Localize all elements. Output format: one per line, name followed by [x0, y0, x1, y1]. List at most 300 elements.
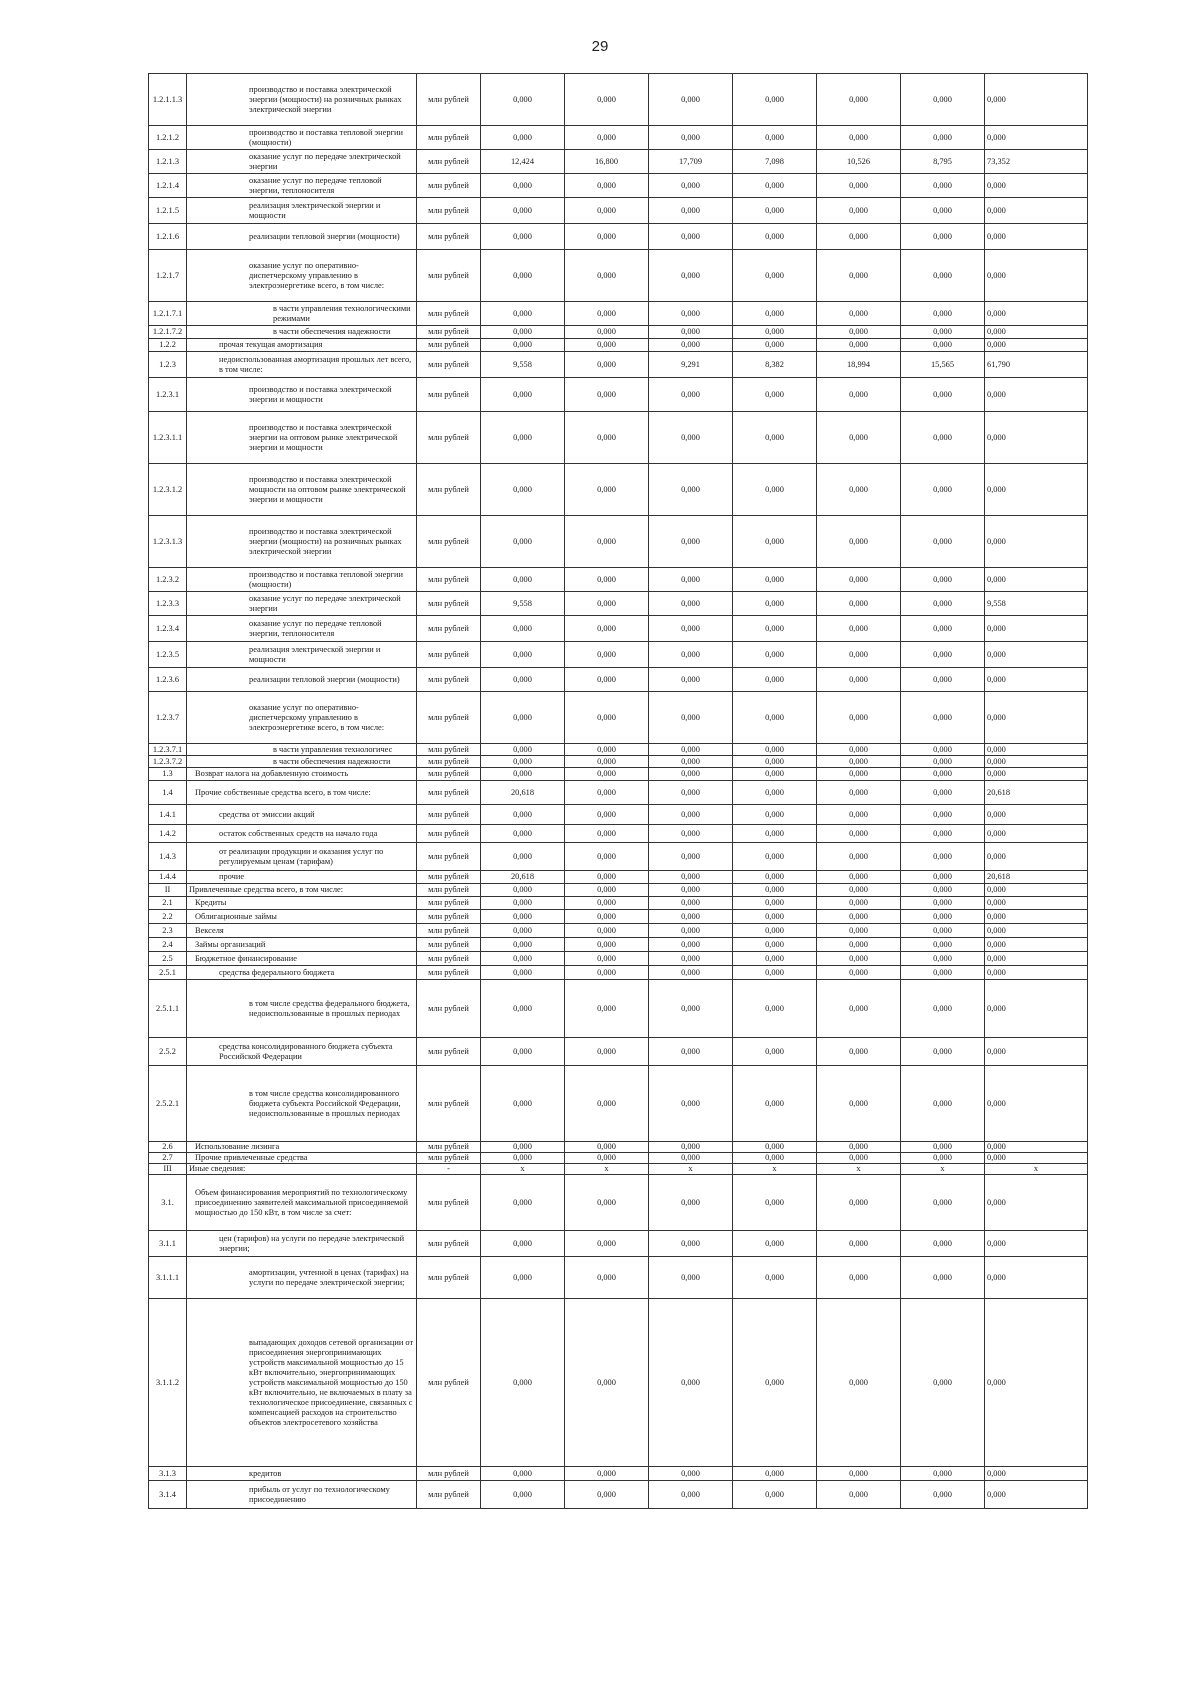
row-unit-cell: млн рублей [417, 378, 481, 412]
row-code-cell: 1.2.3.3 [149, 592, 187, 616]
row-value-cell: 0,000 [565, 516, 649, 568]
row-value-cell: 0,000 [901, 871, 985, 884]
row-code-cell: 2.5.2.1 [149, 1066, 187, 1142]
row-value-cell: 0,000 [733, 1231, 817, 1257]
row-value-cell: 0,000 [649, 224, 733, 250]
row-value-cell: 0,000 [985, 966, 1088, 980]
row-unit-cell: млн рублей [417, 768, 481, 781]
row-value-cell: 0,000 [649, 1257, 733, 1299]
row-value-cell: 0,000 [817, 1066, 901, 1142]
table-row [149, 198, 1088, 224]
row-value-cell: 0,000 [733, 592, 817, 616]
row-value-cell: 0,000 [901, 1153, 985, 1164]
row-value-cell: 0,000 [817, 897, 901, 910]
row-code-cell: 1.2.2 [149, 339, 187, 352]
row-value-cell: 0,000 [901, 924, 985, 938]
table-row [149, 980, 1088, 1038]
row-value-cell: 0,000 [985, 897, 1088, 910]
row-value-cell: x [985, 1164, 1088, 1175]
table-row [149, 1066, 1088, 1142]
row-value-cell: 0,000 [481, 756, 565, 768]
table-row [149, 781, 1088, 805]
row-value-cell: 0,000 [817, 1481, 901, 1509]
row-value-cell: 0,000 [817, 378, 901, 412]
table-row [149, 884, 1088, 897]
table-row [149, 464, 1088, 516]
row-name-cell: недоиспользованная амортизация прошлых лет всего, в том числе: [187, 352, 417, 378]
row-value-cell: 0,000 [901, 897, 985, 910]
row-code-cell: 3.1.1 [149, 1231, 187, 1257]
table-row [149, 805, 1088, 825]
row-value-cell: 0,000 [565, 616, 649, 642]
row-value-cell: 20,618 [985, 781, 1088, 805]
row-value-cell: 0,000 [985, 668, 1088, 692]
row-code-cell: 1.4.2 [149, 825, 187, 843]
row-name-cell: Кредиты [187, 897, 417, 910]
row-value-cell: 0,000 [733, 884, 817, 897]
table-row [149, 756, 1088, 768]
row-name-cell: Векселя [187, 924, 417, 938]
row-value-cell: 0,000 [649, 805, 733, 825]
row-value-cell: 8,382 [733, 352, 817, 378]
row-unit-cell: млн рублей [417, 744, 481, 756]
row-value-cell: 0,000 [565, 897, 649, 910]
row-unit-cell: млн рублей [417, 781, 481, 805]
row-value-cell: 0,000 [481, 1066, 565, 1142]
row-value-cell: 0,000 [733, 198, 817, 224]
row-name-cell: Прочие привлеченные средства [187, 1153, 417, 1164]
row-name-cell: реализация электрической энергии и мощности [187, 198, 417, 224]
row-value-cell: 0,000 [901, 768, 985, 781]
row-value-cell: 0,000 [901, 692, 985, 744]
row-value-cell: 0,000 [565, 781, 649, 805]
row-value-cell: 0,000 [481, 642, 565, 668]
row-value-cell: 0,000 [481, 910, 565, 924]
row-value-cell: 0,000 [901, 884, 985, 897]
table-row [149, 952, 1088, 966]
row-value-cell: 0,000 [733, 412, 817, 464]
row-value-cell: 0,000 [733, 692, 817, 744]
row-value-cell: 0,000 [565, 871, 649, 884]
row-value-cell: 0,000 [985, 825, 1088, 843]
table-row [149, 768, 1088, 781]
row-unit-cell: млн рублей [417, 592, 481, 616]
row-value-cell: 0,000 [649, 74, 733, 126]
row-value-cell: 0,000 [817, 568, 901, 592]
row-value-cell: 0,000 [985, 952, 1088, 966]
table-row [149, 378, 1088, 412]
row-value-cell: 0,000 [901, 339, 985, 352]
row-name-cell: Объем финансирования мероприятий по технологическому присоединению заявителей максимальной присоединяемой мощностью до 150 кВт, в том числе за счет: [187, 1175, 417, 1231]
row-value-cell: 0,000 [985, 1175, 1088, 1231]
row-value-cell: 0,000 [733, 952, 817, 966]
row-value-cell: 0,000 [985, 756, 1088, 768]
row-code-cell: 1.4.4 [149, 871, 187, 884]
row-code-cell: 1.2.3 [149, 352, 187, 378]
row-value-cell: 0,000 [901, 744, 985, 756]
row-value-cell: 0,000 [565, 1142, 649, 1153]
row-value-cell: 0,000 [565, 642, 649, 668]
row-value-cell: 0,000 [901, 952, 985, 966]
row-name-cell: Прочие собственные средства всего, в том числе: [187, 781, 417, 805]
row-unit-cell: млн рублей [417, 516, 481, 568]
row-value-cell: 0,000 [985, 302, 1088, 326]
row-value-cell: 0,000 [733, 174, 817, 198]
row-value-cell: 0,000 [817, 516, 901, 568]
row-value-cell: 0,000 [481, 897, 565, 910]
row-value-cell: 0,000 [733, 126, 817, 150]
row-name-cell: Привлеченные средства всего, в том числе: [187, 884, 417, 897]
row-value-cell: 0,000 [565, 756, 649, 768]
row-name-cell: производство и поставка электрической энергии (мощности) на розничных рынках электрической энергии [187, 516, 417, 568]
row-value-cell: 0,000 [565, 74, 649, 126]
row-value-cell: 0,000 [649, 781, 733, 805]
row-value-cell: x [481, 1164, 565, 1175]
row-unit-cell: млн рублей [417, 692, 481, 744]
row-value-cell: 0,000 [565, 966, 649, 980]
row-value-cell: 0,000 [817, 756, 901, 768]
table-row [149, 668, 1088, 692]
row-name-cell: средства федерального бюджета [187, 966, 417, 980]
row-value-cell: 20,618 [481, 781, 565, 805]
row-value-cell: 0,000 [565, 568, 649, 592]
row-value-cell: 0,000 [481, 302, 565, 326]
row-value-cell: 0,000 [649, 1142, 733, 1153]
row-name-cell: Использование лизинга [187, 1142, 417, 1153]
row-name-cell: прочая текущая амортизация [187, 339, 417, 352]
row-value-cell: 0,000 [649, 1481, 733, 1509]
row-unit-cell: млн рублей [417, 1175, 481, 1231]
row-value-cell: 0,000 [481, 952, 565, 966]
row-value-cell: 0,000 [649, 250, 733, 302]
row-value-cell: 0,000 [733, 668, 817, 692]
row-value-cell: 12,424 [481, 150, 565, 174]
row-value-cell: 0,000 [565, 126, 649, 150]
row-value-cell: 0,000 [733, 843, 817, 871]
row-value-cell: 0,000 [817, 843, 901, 871]
row-value-cell: 0,000 [901, 910, 985, 924]
row-name-cell: производство и поставка тепловой энергии (мощности) [187, 568, 417, 592]
row-value-cell: 0,000 [481, 692, 565, 744]
row-value-cell: 0,000 [481, 616, 565, 642]
row-value-cell: 0,000 [481, 924, 565, 938]
row-name-cell: Займы организаций [187, 938, 417, 952]
row-code-cell: 1.2.1.7.1 [149, 302, 187, 326]
table-row [149, 326, 1088, 339]
row-value-cell: 9,558 [985, 592, 1088, 616]
row-unit-cell: млн рублей [417, 871, 481, 884]
table-row [149, 412, 1088, 464]
row-value-cell: 0,000 [733, 1142, 817, 1153]
row-value-cell: 0,000 [733, 1257, 817, 1299]
row-code-cell: 1.2.3.1.2 [149, 464, 187, 516]
row-code-cell: 2.7 [149, 1153, 187, 1164]
row-value-cell: 0,000 [985, 768, 1088, 781]
row-name-cell: оказание услуг по оперативно-диспетчерскому управлению в электроэнергетике всего, в том числе: [187, 692, 417, 744]
row-unit-cell: млн рублей [417, 198, 481, 224]
row-value-cell: 0,000 [901, 174, 985, 198]
row-value-cell: 0,000 [985, 1066, 1088, 1142]
row-code-cell: 1.2.3.6 [149, 668, 187, 692]
table-row [149, 1153, 1088, 1164]
row-unit-cell: млн рублей [417, 980, 481, 1038]
row-value-cell: 0,000 [565, 1257, 649, 1299]
row-value-cell: 0,000 [817, 980, 901, 1038]
row-value-cell: 0,000 [901, 1231, 985, 1257]
row-code-cell: 2.6 [149, 1142, 187, 1153]
row-value-cell: 0,000 [649, 592, 733, 616]
row-value-cell: 0,000 [481, 1231, 565, 1257]
row-value-cell: 0,000 [901, 592, 985, 616]
row-value-cell: 0,000 [733, 744, 817, 756]
row-value-cell: 0,000 [649, 871, 733, 884]
row-value-cell: 0,000 [985, 516, 1088, 568]
row-value-cell: 0,000 [649, 756, 733, 768]
row-value-cell: 0,000 [901, 464, 985, 516]
table-row [149, 871, 1088, 884]
row-value-cell: 0,000 [565, 592, 649, 616]
row-code-cell: 2.1 [149, 897, 187, 910]
row-value-cell: 0,000 [481, 1142, 565, 1153]
row-name-cell: в части управления технологическими режимами [187, 302, 417, 326]
row-code-cell: 3.1.1.2 [149, 1299, 187, 1467]
row-value-cell: 0,000 [565, 1175, 649, 1231]
row-value-cell: 0,000 [481, 74, 565, 126]
row-value-cell: 0,000 [565, 174, 649, 198]
row-value-cell: 0,000 [733, 302, 817, 326]
row-unit-cell: млн рублей [417, 174, 481, 198]
row-value-cell: 0,000 [481, 1481, 565, 1509]
row-value-cell: 0,000 [817, 871, 901, 884]
row-name-cell: производство и поставка электрической энергии (мощности) на розничных рынках электрической энергии [187, 74, 417, 126]
row-value-cell: 0,000 [565, 1481, 649, 1509]
row-value-cell: 0,000 [985, 1467, 1088, 1481]
table-row [149, 966, 1088, 980]
row-code-cell: 1.2.3.5 [149, 642, 187, 668]
row-value-cell: 0,000 [649, 843, 733, 871]
row-value-cell: x [817, 1164, 901, 1175]
row-unit-cell: млн рублей [417, 910, 481, 924]
row-value-cell: 0,000 [901, 568, 985, 592]
row-value-cell: 0,000 [733, 980, 817, 1038]
table-row [149, 516, 1088, 568]
row-value-cell: 0,000 [733, 825, 817, 843]
row-value-cell: 0,000 [817, 1231, 901, 1257]
row-value-cell: 0,000 [481, 1153, 565, 1164]
row-code-cell: 2.5.2 [149, 1038, 187, 1066]
row-value-cell: 0,000 [733, 616, 817, 642]
row-value-cell: 0,000 [985, 884, 1088, 897]
row-value-cell: 0,000 [817, 224, 901, 250]
row-value-cell: 0,000 [649, 1299, 733, 1467]
row-value-cell: 0,000 [901, 250, 985, 302]
table-row [149, 302, 1088, 326]
row-value-cell: 0,000 [901, 326, 985, 339]
row-value-cell: 0,000 [481, 825, 565, 843]
row-value-cell: 0,000 [481, 568, 565, 592]
row-value-cell: 0,000 [481, 1299, 565, 1467]
row-code-cell: 1.2.1.6 [149, 224, 187, 250]
row-unit-cell: млн рублей [417, 897, 481, 910]
row-code-cell: 1.2.1.7.2 [149, 326, 187, 339]
row-value-cell: 0,000 [481, 966, 565, 980]
row-value-cell: 0,000 [481, 744, 565, 756]
row-unit-cell: млн рублей [417, 224, 481, 250]
row-value-cell: 0,000 [649, 198, 733, 224]
row-value-cell: 8,795 [901, 150, 985, 174]
row-code-cell: 1.2.3.4 [149, 616, 187, 642]
table-row [149, 250, 1088, 302]
row-value-cell: 0,000 [481, 339, 565, 352]
row-value-cell: 0,000 [565, 250, 649, 302]
row-unit-cell: млн рублей [417, 326, 481, 339]
row-value-cell: 0,000 [565, 668, 649, 692]
row-code-cell: 1.2.3.7 [149, 692, 187, 744]
row-value-cell: 0,000 [817, 74, 901, 126]
row-value-cell: 0,000 [733, 805, 817, 825]
row-value-cell: 0,000 [733, 1467, 817, 1481]
row-value-cell: 0,000 [901, 1066, 985, 1142]
row-unit-cell: млн рублей [417, 952, 481, 966]
row-value-cell: 0,000 [985, 843, 1088, 871]
row-value-cell: 0,000 [733, 339, 817, 352]
row-value-cell: 0,000 [565, 464, 649, 516]
row-value-cell: 0,000 [481, 174, 565, 198]
row-unit-cell: млн рублей [417, 616, 481, 642]
row-value-cell: 0,000 [733, 642, 817, 668]
row-name-cell: производство и поставка тепловой энергии (мощности) [187, 126, 417, 150]
row-value-cell: 0,000 [901, 412, 985, 464]
row-name-cell: кредитов [187, 1467, 417, 1481]
row-name-cell: остаток собственных средств на начало года [187, 825, 417, 843]
row-value-cell: 0,000 [481, 668, 565, 692]
row-value-cell: 0,000 [901, 966, 985, 980]
row-value-cell: 0,000 [481, 224, 565, 250]
row-unit-cell: млн рублей [417, 1257, 481, 1299]
row-value-cell: 0,000 [901, 1175, 985, 1231]
row-code-cell: II [149, 884, 187, 897]
row-code-cell: 3.1. [149, 1175, 187, 1231]
row-value-cell: 0,000 [985, 198, 1088, 224]
row-value-cell: 0,000 [649, 174, 733, 198]
row-value-cell: 0,000 [733, 756, 817, 768]
row-value-cell: 0,000 [985, 1153, 1088, 1164]
row-value-cell: 9,291 [649, 352, 733, 378]
row-unit-cell: млн рублей [417, 884, 481, 897]
row-code-cell: 2.5 [149, 952, 187, 966]
row-name-cell: производство и поставка электрической энергии и мощности [187, 378, 417, 412]
row-value-cell: 0,000 [985, 805, 1088, 825]
row-value-cell: 0,000 [985, 1257, 1088, 1299]
row-value-cell: 9,558 [481, 592, 565, 616]
row-name-cell: от реализации продукции и оказания услуг по регулируемым ценам (тарифам) [187, 843, 417, 871]
row-value-cell: 0,000 [565, 1038, 649, 1066]
row-value-cell: 0,000 [481, 250, 565, 302]
row-value-cell: 0,000 [817, 412, 901, 464]
row-value-cell: x [901, 1164, 985, 1175]
row-name-cell: реализация электрической энергии и мощности [187, 642, 417, 668]
row-value-cell: 0,000 [901, 825, 985, 843]
row-name-cell: в части обеспечения надежности [187, 326, 417, 339]
row-value-cell: 0,000 [733, 1299, 817, 1467]
table-row [149, 616, 1088, 642]
row-value-cell: 0,000 [901, 756, 985, 768]
row-value-cell: 0,000 [817, 198, 901, 224]
row-value-cell: 0,000 [817, 1257, 901, 1299]
row-value-cell: 0,000 [649, 910, 733, 924]
table-row [149, 924, 1088, 938]
row-value-cell: 0,000 [985, 744, 1088, 756]
row-value-cell: 0,000 [565, 805, 649, 825]
row-unit-cell: млн рублей [417, 74, 481, 126]
row-value-cell: 0,000 [649, 1038, 733, 1066]
row-value-cell: 0,000 [733, 378, 817, 412]
row-value-cell: 0,000 [901, 781, 985, 805]
row-code-cell: 3.1.4 [149, 1481, 187, 1509]
row-value-cell: 0,000 [733, 224, 817, 250]
row-value-cell: 0,000 [649, 412, 733, 464]
row-value-cell: 0,000 [649, 884, 733, 897]
row-value-cell: 0,000 [817, 326, 901, 339]
row-code-cell: 2.3 [149, 924, 187, 938]
row-unit-cell: млн рублей [417, 250, 481, 302]
table-row [149, 592, 1088, 616]
financing-sources-table [148, 73, 1088, 1509]
row-value-cell: 0,000 [649, 668, 733, 692]
page-number: 29 [591, 38, 609, 55]
row-value-cell: 0,000 [901, 1142, 985, 1153]
row-value-cell: 0,000 [733, 1038, 817, 1066]
table-row [149, 126, 1088, 150]
row-value-cell: 0,000 [985, 1231, 1088, 1257]
row-value-cell: 0,000 [985, 980, 1088, 1038]
row-value-cell: 0,000 [733, 516, 817, 568]
row-value-cell: 0,000 [817, 924, 901, 938]
row-value-cell: 0,000 [565, 843, 649, 871]
row-code-cell: 2.2 [149, 910, 187, 924]
row-value-cell: 0,000 [565, 352, 649, 378]
row-value-cell: 0,000 [649, 924, 733, 938]
row-unit-cell: млн рублей [417, 464, 481, 516]
row-value-cell: 0,000 [985, 126, 1088, 150]
row-value-cell: 16,800 [565, 150, 649, 174]
row-unit-cell: млн рублей [417, 150, 481, 174]
row-name-cell: в части управления технологичес [187, 744, 417, 756]
row-unit-cell: млн рублей [417, 302, 481, 326]
row-value-cell: 0,000 [733, 924, 817, 938]
row-value-cell: 0,000 [817, 464, 901, 516]
row-value-cell: 0,000 [901, 843, 985, 871]
row-value-cell: 0,000 [985, 568, 1088, 592]
row-value-cell: 0,000 [565, 1066, 649, 1142]
row-value-cell: 0,000 [985, 1038, 1088, 1066]
row-value-cell: 0,000 [481, 1257, 565, 1299]
row-value-cell: 0,000 [901, 1481, 985, 1509]
row-value-cell: 0,000 [565, 326, 649, 339]
row-value-cell: 0,000 [901, 980, 985, 1038]
row-value-cell: 0,000 [481, 464, 565, 516]
row-value-cell: 0,000 [649, 966, 733, 980]
row-value-cell: 0,000 [901, 642, 985, 668]
row-value-cell: 0,000 [733, 568, 817, 592]
row-value-cell: 0,000 [649, 339, 733, 352]
row-name-cell: оказание услуг по передаче тепловой энергии, теплоносителя [187, 174, 417, 198]
row-unit-cell: млн рублей [417, 843, 481, 871]
row-unit-cell: млн рублей [417, 126, 481, 150]
row-value-cell: 0,000 [817, 805, 901, 825]
row-value-cell: 0,000 [985, 378, 1088, 412]
row-name-cell: реализации тепловой энергии (мощности) [187, 224, 417, 250]
